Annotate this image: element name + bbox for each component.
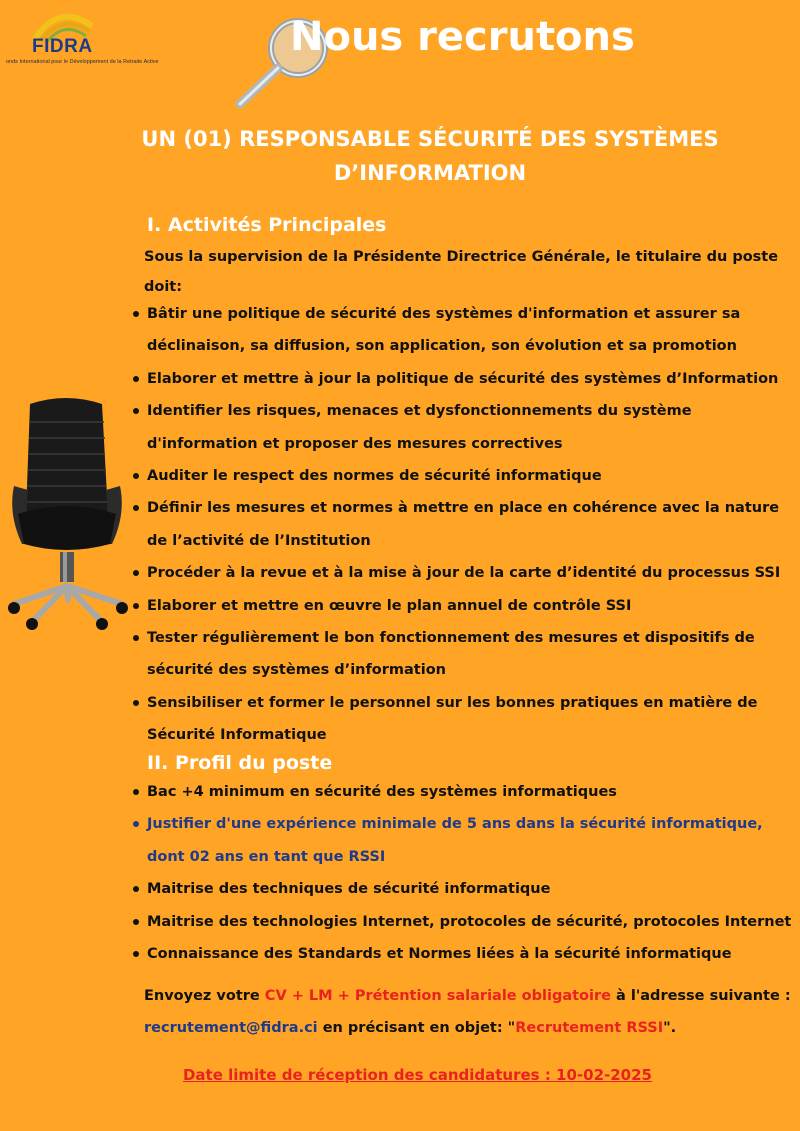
office-chair-icon [4,394,130,634]
bullet-icon [133,603,139,609]
required-documents: CV + LM + Prétention salariale obligatoire [264,988,611,1004]
list-item: Maitrise des technologies Internet, protocoles de sécurité, protocoles Internet [130,906,795,938]
fidra-logo [4,6,159,70]
email-subject: Recrutement RSSI [515,1020,664,1036]
activities-intro: Sous la supervision de la Présidente Directrice Générale, le titulaire du poste doit: [144,249,779,295]
bullet-icon [133,376,139,382]
bullet-icon [133,570,139,576]
list-item: Tester régulièrement le bon fonctionnement des mesures et dispositifs de sécurité des systèmes d’information [130,622,795,687]
bullet-icon [133,408,139,414]
profile-list [130,776,795,970]
list-item: Auditer le respect des normes de sécurité informatique [130,460,795,492]
list-item: Elaborer et mettre à jour la politique de sécurité des systèmes d’Information [130,363,795,395]
list-item: Identifier les risques, menaces et dysfonctionnements du système d'information et proposer des mesures correctives [130,395,795,460]
job-title: UN (01) RESPONSABLE SÉCURITÉ DES SYSTÈMES D’INFORMATION [141,127,719,185]
list-item: Bâtir une politique de sécurité des systèmes d'information et assurer sa déclinaison, sa diffusion, son application, son évolution et sa promotion [130,298,795,363]
application-deadline: Date limite de réception des candidatures : 10-02-2025 [182,1066,652,1084]
bullet-icon [133,919,139,925]
section-heading-profile: II. Profil du poste [147,752,333,774]
list-item: Sensibiliser et former le personnel sur les bonnes pratiques en matière de Sécurité Informatique [130,687,795,752]
bullet-icon [133,473,139,479]
bullet-icon [133,700,139,706]
bullet-icon [133,311,139,317]
headline: Nous recrutons [290,14,635,60]
logo-tagline: onds International pour le Développement de la Retraite Active [6,59,159,65]
list-item: Procéder à la revue et à la mise à jour de la carte d’identité du processus SSI [130,557,795,589]
bullet-icon [133,886,139,892]
activities-list [130,298,795,752]
list-item: Définir les mesures et normes à mettre en place en cohérence avec la nature de l’activité de l’Institution [130,492,795,557]
list-item: Maitrise des techniques de sécurité informatique [130,873,795,905]
bullet-icon [133,951,139,957]
bullet-icon [133,505,139,511]
application-instructions: Envoyez votre CV + LM + Prétention salariale obligatoire à l'adresse suivante : recrutement@fidra.ci en précisant en objet: "Recrutement RSSI". [144,988,791,1036]
bullet-icon [133,821,139,827]
logo-name: FIDRA [32,36,93,57]
list-item: Elaborer et mettre en œuvre le plan annuel de contrôle SSI [130,590,795,622]
list-item: Justifier d'une expérience minimale de 5 ans dans la sécurité informatique, dont 02 ans en tant que RSSI [130,808,795,873]
list-item: Bac +4 minimum en sécurité des systèmes informatiques [130,776,795,808]
section-heading-activities: I. Activités Principales [147,214,387,236]
bullet-icon [133,789,139,795]
list-item: Connaissance des Standards et Normes liées à la sécurité informatique [130,938,795,970]
bullet-icon [133,635,139,641]
email-link[interactable]: recrutement@fidra.ci [144,1020,318,1036]
